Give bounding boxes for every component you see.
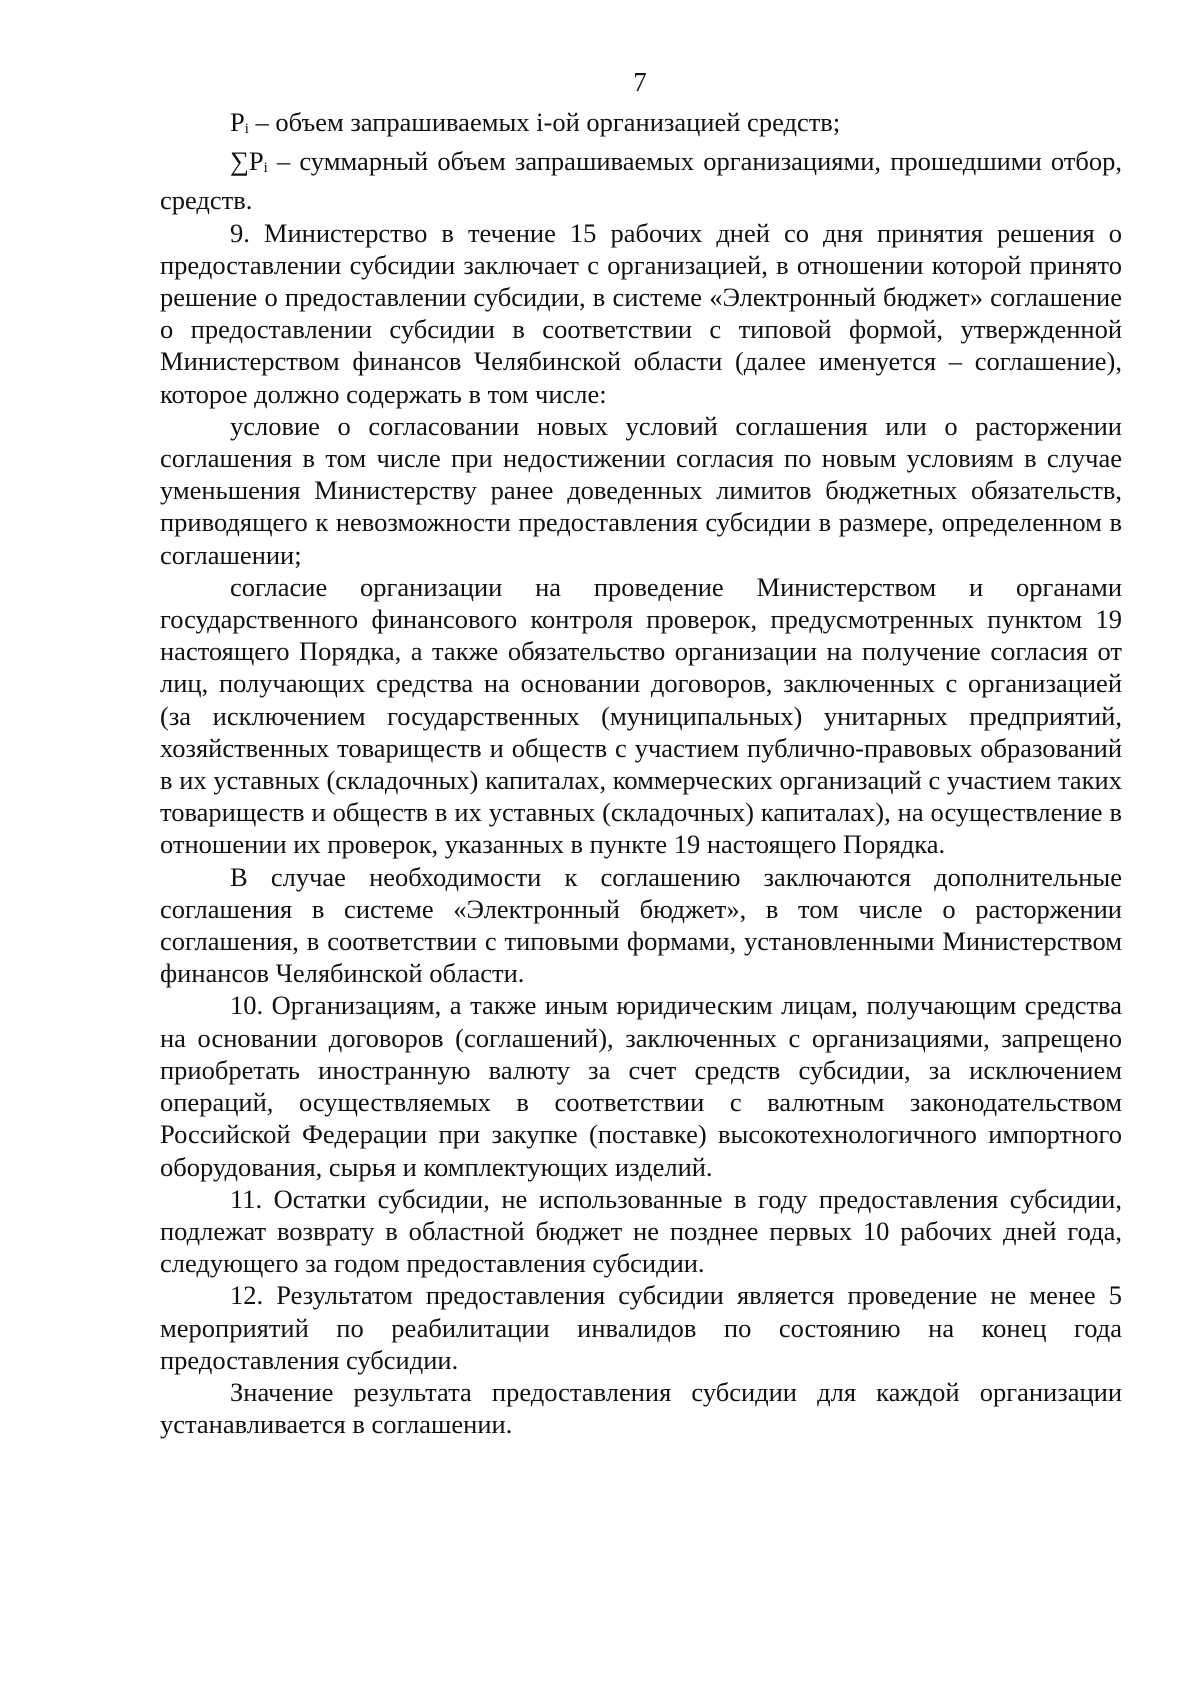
paragraph-text: – суммарный объем запрашиваемых организациями, прошедшими отбор, средств. bbox=[160, 146, 1122, 216]
symbol-subscript-i: i bbox=[244, 121, 249, 137]
symbol-p: P bbox=[230, 107, 245, 137]
paragraph-text: – объем запрашиваемых i-ой организацией средств; bbox=[248, 107, 841, 137]
paragraph-item-9: 9. Министерство в течение 15 рабочих дней со дня принятия решения о предоставлении субсидии заключает с организацией, в отношении которой принято решение о предоставлении субсидии, в системе «Электронный бюджет» соглашение о предоставлении субсидии в соответствии с типовой формой, утвержденной Министерством финансов Челябинской области (далее именуется – соглашение), которое должно содержать в том числе: bbox=[160, 217, 1122, 409]
paragraph-item-10: 10. Организациям, а также иным юридическим лицам, получающим средства на основании договоров (соглашений), заключенных с организациями, запрещено приобретать иностранную валюту за счет средств субсидии, за исключением операций, осуществляемых в соответствии с валютным законодательством Российской Федерации при закупке (поставке) высокотехнологичного импортного оборудования, сырья и комплектующих изделий. bbox=[160, 990, 1122, 1182]
paragraph-p-i-definition bbox=[160, 106, 1122, 145]
symbol-sum-p: ∑P bbox=[230, 146, 264, 177]
page-number: 7 bbox=[633, 67, 647, 97]
paragraph-item-11: 11. Остатки субсидии, не использованные в году предоставления субсидии, подлежат возврату в областной бюджет не позднее первых 10 рабочих дней года, следующего за годом предоставления субсидии. bbox=[160, 1183, 1122, 1279]
paragraph-condition: условие о согласовании новых условий соглашения или о расторжении соглашения в том числе при недостижении согласия по новым условиям в случае уменьшения Министерству ранее доведенных лимитов бюджетных обязательств, приводящего к невозможности предоставления субсидии в размере, определенном в соглашении; bbox=[160, 410, 1122, 570]
paragraph-sum-p-i-definition bbox=[160, 145, 1122, 216]
document-body bbox=[160, 106, 1122, 1440]
symbol-subscript-i: i bbox=[263, 160, 268, 177]
paragraph-result-value: Значение результата предоставления субсидии для каждой организации устанавливается в соглашении. bbox=[160, 1376, 1122, 1440]
paragraph-additional-agreements: В случае необходимости к соглашению заключаются дополнительные соглашения в системе «Электронный бюджет», в том числе о расторжении соглашения, в соответствии с типовыми формами, установленными Министерством финансов Челябинской области. bbox=[160, 861, 1122, 989]
paragraph-consent: согласие организации на проведение Министерством и органами государственного финансового контроля проверок, предусмотренных пунктом 19 настоящего Порядка, а также обязательство организации на получение согласия от лиц, получающих средства на основании договоров, заключенных с организацией (за исключением государственных (муниципальных) унитарных предприятий, хозяйственных товариществ и обществ с участием публично-правовых образований в их уставных (складочных) капиталах, коммерческих организаций с участием таких товариществ и обществ в их уставных (складочных) капиталах), на осуществление в отношении их проверок, указанных в пункте 19 настоящего Порядка. bbox=[160, 571, 1122, 860]
paragraph-item-12: 12. Результатом предоставления субсидии является проведение не менее 5 мероприятий по реабилитации инвалидов по состоянию на конец года предоставления субсидии. bbox=[160, 1280, 1122, 1375]
